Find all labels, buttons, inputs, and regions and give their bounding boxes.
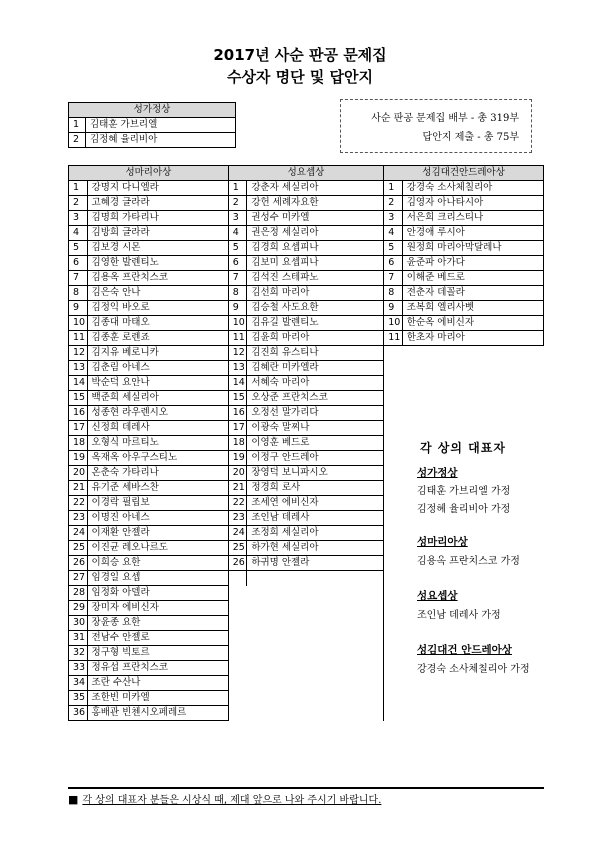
winner-name: 조인남 데레사 [247,511,384,526]
winner-name: 성종현 라우렌시오 [87,406,228,421]
row-number: 31 [69,631,88,646]
row-number: 3 [384,211,403,226]
row-number: 30 [69,616,88,631]
winner-name: 백준희 세실리아 [87,391,228,406]
winner-name: 정구형 빅토르 [87,646,228,661]
row-number: 13 [228,361,247,376]
winner-name: 이진균 레오나르도 [87,541,228,556]
winner-name: 김석진 스테파노 [247,271,384,286]
andrew-award-header: 성김대건안드레아상 [384,166,544,181]
row-number: 5 [228,241,247,256]
winner-name: 임정화 아델라 [87,586,228,601]
winner-name: 한순옥 에비신자 [402,316,543,331]
submitted-count: 답안지 제출 - 총 75부 [422,132,519,143]
winner-name: 조한빈 미카엘 [87,691,228,706]
row-number: 9 [69,301,88,316]
table-row [69,301,544,316]
table-row [69,118,236,133]
winner-name: 이명진 아네스 [87,511,228,526]
winner-name: 이경락 필립보 [87,496,228,511]
title-line-2: 수상자 명단 및 답안지 [226,68,374,86]
row-number: 19 [228,451,247,466]
winner-name: 김보미 요셉피나 [247,256,384,271]
row-number: 10 [69,316,88,331]
rep-name: 김정혜 율리비아 가정 [417,504,511,515]
winner-name: 김경희 요셉피나 [247,241,384,256]
empty-cell [228,676,247,691]
winner-name: 강명지 다니엘라 [87,181,228,196]
row-number: 29 [69,601,88,616]
row-number: 25 [69,541,88,556]
row-number: 6 [228,256,247,271]
holy-family-award-header: 성가정상 [69,103,236,118]
row-number: 7 [384,271,403,286]
winner-name: 전춘자 데꼴라 [402,286,543,301]
winner-name: 서은희 크리스티나 [402,211,543,226]
winner-name: 조정희 세실리아 [247,526,384,541]
row-number: 8 [228,286,247,301]
row-number: 20 [69,466,88,481]
winner-name: 한초자 마리아 [402,331,543,346]
row-number: 6 [384,256,403,271]
winner-name: 강춘자 세실리아 [247,181,384,196]
table-row [69,133,236,148]
row-number: 27 [69,571,88,586]
distributed-count: 사순 판공 문제집 배부 - 총 319부 [371,113,519,124]
row-number: 33 [69,661,88,676]
row-number: 7 [69,271,88,286]
row-number: 11 [69,331,88,346]
row-number: 1 [228,181,247,196]
table-row [69,211,544,226]
empty-cell [228,691,247,706]
empty-cell [228,661,247,676]
row-number: 12 [228,346,247,361]
winner-name: 조란 수산나 [87,676,228,691]
row-number: 17 [228,421,247,436]
row-number: 4 [69,226,88,241]
row-number: 22 [228,496,247,511]
winner-name: 온춘숙 가타리나 [87,466,228,481]
mary-award-header: 성마리아상 [69,166,229,181]
row-number: 2 [384,196,403,211]
row-number: 8 [69,286,88,301]
row-number: 3 [69,211,88,226]
winner-name: 김방희 글라라 [87,226,228,241]
empty-cell [247,646,384,661]
row-number: 21 [69,481,88,496]
joseph-award-header: 성요셉상 [228,166,383,181]
winner-name: 김진희 유스티나 [247,346,384,361]
row-number: 9 [228,301,247,316]
footer-note [68,787,544,806]
winner-name: 김보경 시몬 [87,241,228,256]
winner-name: 김유길 발렌티노 [247,316,384,331]
rep-award-andrew: 성김대건 안드레아상 [417,644,512,656]
winner-name: 원정희 마리아막달레나 [402,241,543,256]
table-row [69,316,544,331]
row-number: 12 [69,346,88,361]
winner-name: 이해준 베드로 [402,271,543,286]
row-number: 8 [384,286,403,301]
row-number: 7 [228,271,247,286]
row-number: 26 [228,556,247,571]
empty-cell [228,706,247,721]
winner-name: 안경애 루시아 [402,226,543,241]
empty-cell [247,661,384,676]
row-number: 10 [384,316,403,331]
row-number: 19 [69,451,88,466]
table-row [69,346,544,361]
winner-name: 김지유 베로니카 [87,346,228,361]
winner-name: 김용옥 프란치스코 [87,271,228,286]
table-row [69,196,544,211]
winner-name: 김춘림 아네스 [87,361,228,376]
winner-name: 정경희 로사 [247,481,384,496]
row-number: 28 [69,586,88,601]
row-number: 18 [69,436,88,451]
row-number: 4 [384,226,403,241]
winner-name: 이영훈 베드로 [247,436,384,451]
empty-cell [247,571,384,586]
table-row [69,256,544,271]
row-number: 23 [228,511,247,526]
row-number: 10 [228,316,247,331]
table-row [69,286,544,301]
row-number: 1 [69,181,88,196]
winner-name: 정유섭 프란치스코 [87,661,228,676]
row-number: 16 [228,406,247,421]
winner-name: 강헌 세례자요한 [247,196,384,211]
winner-name: 조세연 에비신자 [247,496,384,511]
row-number: 23 [69,511,88,526]
empty-cell [228,616,247,631]
empty-cell [247,601,384,616]
row-number: 22 [69,496,88,511]
winner-name: 김태훈 가브리엘 [86,118,236,133]
winner-name: 신정희 데레사 [87,421,228,436]
winner-name: 고혜경 글라라 [87,196,228,211]
winner-name: 김영자 아나타시아 [402,196,543,211]
winner-name: 이재환 안젤라 [87,526,228,541]
winner-name: 박순덕 요안나 [87,376,228,391]
table-row [69,241,544,256]
empty-cell [228,646,247,661]
row-number: 15 [69,391,88,406]
row-number: 5 [69,241,88,256]
representatives-panel [382,363,544,771]
empty-cell [402,346,543,361]
row-number: 14 [69,376,88,391]
row-number: 17 [69,421,88,436]
row-number: 4 [228,226,247,241]
row-number: 2 [69,196,88,211]
winner-name: 옥재옥 아우구스티노 [87,451,228,466]
square-bullet-icon: ■ [68,793,79,806]
winner-name: 이정구 안드레아 [247,451,384,466]
winner-name: 김영한 발렌티노 [87,256,228,271]
holy-family-award-table [68,102,236,148]
winner-name: 이광숙 말찌나 [247,421,384,436]
row-number: 1 [69,118,86,133]
winner-name: 김은숙 안나 [87,286,228,301]
winner-name: 오상준 프란치스코 [247,391,384,406]
winner-name: 홍배관 빈첸시오페레르 [87,706,228,721]
winner-name: 김종훈 로렌죠 [87,331,228,346]
table-row [69,226,544,241]
table-row [69,331,544,346]
row-number: 16 [69,406,88,421]
row-number: 3 [228,211,247,226]
row-number: 24 [228,526,247,541]
empty-cell [228,631,247,646]
winner-name: 오정선 말가리다 [247,406,384,421]
empty-cell [228,601,247,616]
row-number: 14 [228,376,247,391]
row-number: 20 [228,466,247,481]
row-number: 32 [69,646,88,661]
winner-name: 김혜란 미카엘라 [247,361,384,376]
rep-name: 김태훈 가브리엘 가정 [417,486,511,497]
row-number: 24 [69,526,88,541]
empty-cell [228,586,247,601]
rep-award-mary: 성마리아상 [417,536,468,548]
empty-cell [247,616,384,631]
winner-name: 김정익 바오로 [87,301,228,316]
winner-name: 권은정 세실리아 [247,226,384,241]
empty-cell [228,571,247,586]
winner-name: 김선희 마리아 [247,286,384,301]
row-number: 5 [384,241,403,256]
row-number: 13 [69,361,88,376]
empty-cell [247,631,384,646]
row-number: 2 [69,133,86,148]
winner-name: 하귀명 안젤라 [247,556,384,571]
row-number: 11 [384,331,403,346]
winner-name: 장미자 에비신자 [87,601,228,616]
winner-name: 유기준 세바스찬 [87,481,228,496]
row-number: 11 [228,331,247,346]
row-number: 36 [69,706,88,721]
row-number: 18 [228,436,247,451]
rep-award-holy-family: 성가정상 [417,467,458,479]
empty-cell [247,691,384,706]
row-number: 34 [69,676,88,691]
winner-name: 하가현 세실리아 [247,541,384,556]
row-number: 9 [384,301,403,316]
row-number: 2 [228,196,247,211]
winner-name: 김윤희 마리아 [247,331,384,346]
winner-name: 권성수 미카엘 [247,211,384,226]
table-row [69,181,544,196]
table-row [69,271,544,286]
row-number: 25 [228,541,247,556]
empty-cell [247,586,384,601]
winner-name: 이희승 요한 [87,556,228,571]
empty-cell [247,706,384,721]
row-number: 26 [69,556,88,571]
winner-name: 김승철 사도요한 [247,301,384,316]
distribution-summary-box [340,99,532,153]
row-number: 35 [69,691,88,706]
row-number: 6 [69,256,88,271]
footer-text: 각 상의 대표자 분들은 시상식 때, 제대 앞으로 나와 주시기 바랍니다. [82,795,382,806]
winner-name: 임경일 요셉 [87,571,228,586]
row-number: 1 [384,181,403,196]
winner-name: 장윤종 요한 [87,616,228,631]
title-line-1: 2017년 사순 판공 문제집 [213,46,387,64]
row-number: 15 [228,391,247,406]
rep-name: 조인남 데레사 가정 [417,610,501,621]
winner-name: 김정혜 율리비아 [86,133,236,148]
winner-name: 강경숙 소사체칠리아 [402,181,543,196]
empty-cell [384,346,403,361]
empty-cell [247,676,384,691]
rep-award-joseph: 성요셉상 [417,590,458,602]
row-number: 21 [228,481,247,496]
representatives-title: 각 상의 대표자 [420,441,506,455]
rep-name: 김용옥 프란치스코 가정 [417,556,520,567]
winner-name: 조복희 엘리사벳 [402,301,543,316]
winner-name: 장영덕 보니파시오 [247,466,384,481]
winner-name: 윤준파 아가다 [402,256,543,271]
rep-name: 강경숙 소사체칠리아 가정 [417,664,530,675]
winner-name: 김명희 가타리나 [87,211,228,226]
winner-name: 서혜숙 마리아 [247,376,384,391]
winner-name: 오형식 마르티노 [87,436,228,451]
winner-name: 김종대 마태오 [87,316,228,331]
winner-name: 전남수 안젤로 [87,631,228,646]
